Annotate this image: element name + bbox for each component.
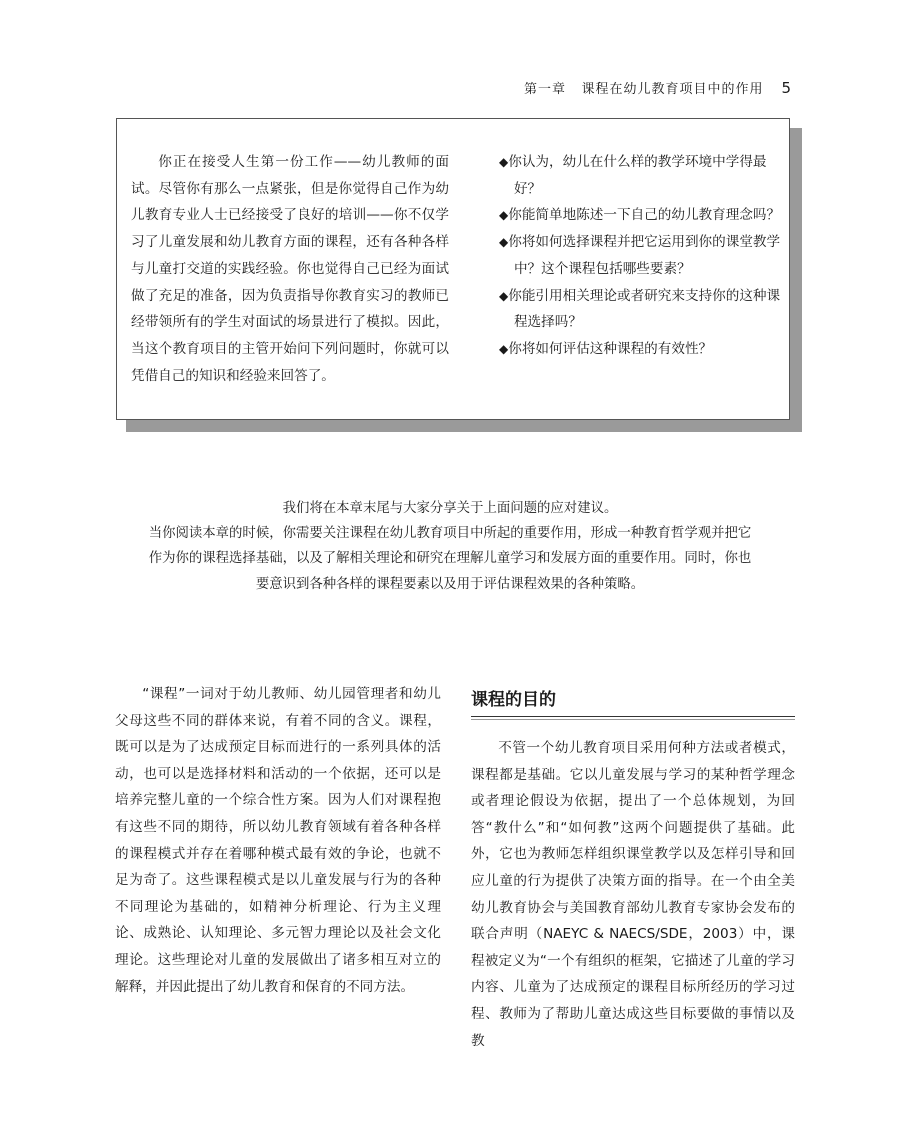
diamond-bullet-icon: ◆ (499, 208, 509, 223)
left-column (115, 681, 441, 1000)
right-column (471, 735, 795, 1054)
left-paragraph: “课程”一词对于幼儿教师、幼儿园管理者和幼儿父母这些不同的群体来说，有着不同的含义。课程，既可以是为了达成预定目标而进行的一系列具体的活动，也可以是选择材料和活动的一个依据，还可以是培养完整儿童的一个综合性方案。因为人们对课程抱有这些不同的期待，所以幼儿教育领域有着各种各样的课程模式并存在着哪种模式最有效的争论，也就不足为奇了。这些课程模式是以儿童发展与行为的各种不同理论为基础的，如精神分析理论、行为主义理论、成熟论、认知理论、多元智力理论以及社会文化理论。这些理论对儿童的发展做出了诸多相互对立的解释，并因此提出了幼儿教育和保育的不同方法。 (115, 686, 441, 995)
question-item (499, 283, 781, 336)
heading-rule (471, 716, 795, 717)
case-box (116, 118, 790, 420)
section-heading-block (471, 687, 795, 720)
diamond-bullet-icon: ◆ (499, 155, 509, 169)
question-item (499, 336, 781, 363)
question-text: 你将如何选择课程并把它运用到你的课堂教学中？这个课程包括哪些要素？ (508, 234, 781, 277)
question-text: 你认为，幼儿在什么样的教学环境中学得最好？ (508, 154, 767, 197)
case-questions (499, 149, 781, 363)
intro-body: 当你阅读本章的时候，你需要关注课程在幼儿教育项目中所起的重要作用，形成一种教育哲学观并把它作为你的课程选择基础，以及了解相关理论和研究在理解儿童学习和发展方面的重要作用。同时，你也要意识到各种各样的课程要素以及用于评估课程效果的各种策略。 (148, 526, 752, 592)
diamond-bullet-icon: ◆ (499, 235, 509, 250)
question-item (499, 202, 781, 229)
case-scenario (131, 149, 449, 389)
section-heading: 课程的目的 (471, 690, 556, 710)
diamond-bullet-icon: ◆ (499, 288, 509, 303)
right-paragraph: 不管一个幼儿教育项目采用何种方法或者模式，课程都是基础。它以儿童发展与学习的某种哲学理念或者理论假设为依据，提出了一个总体规划，为回答“教什么”和“如何教”这两个问题提供了基础。此外，它也为教师怎样组织课堂教学以及怎样引导和回应儿童的行为提供了决策方面的指导。在一个由全美幼儿教育协会与美国教育部幼儿教育专家协会发布的联合声明（NAEYC & NAECS/SDE，2003）中，课程被定义为“一个有组织的框架，它描述了儿童的学习内容、儿童为了达成预定的课程目标所经历的学习过程、教师为了帮助儿童达成这些目标要做的事情以及教 (471, 740, 795, 1049)
question-item (499, 149, 781, 202)
question-text: 你能引用相关理论或者研究来支持你的这种课程选择吗？ (508, 287, 781, 331)
chapter-title: 课程在幼儿教育项目中的作用 (581, 82, 764, 97)
page-number: 5 (781, 79, 792, 97)
question-item (499, 229, 781, 282)
heading-rule-secondary (471, 719, 795, 720)
question-text: 你将如何评估这种课程的有效性？ (508, 340, 713, 357)
question-text: 你能简单地陈述一下自己的幼儿教育理念吗？ (508, 207, 781, 224)
running-head (524, 78, 792, 97)
chapter-label: 第一章 (524, 82, 567, 97)
case-scenario-text: 你正在接受人生第一份工作——幼儿教师的面试。尽管你有那么一点紧张，但是你觉得自己作为幼儿教育专业人士已经接受了良好的培训——你不仅学习了儿童发展和幼儿教育方面的课程，还有各种各样与儿童打交道的实践经验。你也觉得自己已经为面试做了充足的准备，因为负责指导你教育实习的教师已经带领所有的学生对面试的场景进行了模拟。因此，当这个教育项目的主管开始问下列问题时，你就可以凭借自己的知识和经验来回答了。 (131, 154, 449, 384)
diamond-bullet-icon: ◆ (499, 341, 509, 356)
intro-line-1: 我们将在本章末尾与大家分享关于上面问题的应对建议。 (282, 501, 618, 516)
chapter-intro (148, 496, 752, 597)
